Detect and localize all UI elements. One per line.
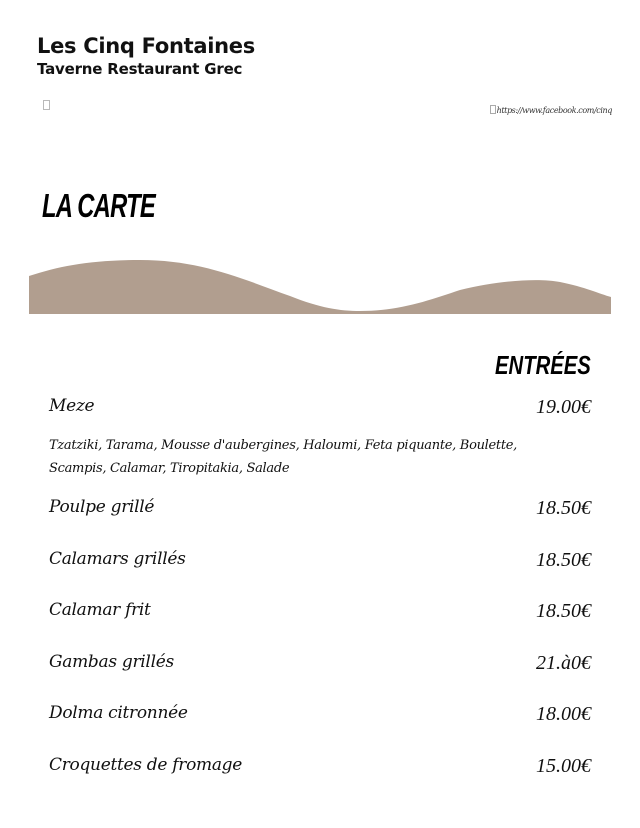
- menu-item: [49, 703, 591, 733]
- section-title-entrees: ENTRÉES: [495, 350, 591, 380]
- menu-item-name: Meze: [49, 396, 95, 416]
- menu-item: [49, 652, 591, 682]
- restaurant-subtitle: Taverne Restaurant Grec: [37, 60, 243, 78]
- restaurant-name: Les Cinq Fontaines: [37, 34, 255, 58]
- menu-item-price: 21.à0€: [536, 652, 591, 674]
- menu-item-name: Calamar frit: [49, 600, 151, 620]
- wave-shape: [29, 260, 611, 314]
- menu-item-price: 18.50€: [536, 600, 591, 622]
- facebook-link-text: https://www.facebook.com/cinq: [496, 106, 612, 115]
- menu-item-name: Croquettes de fromage: [49, 755, 243, 775]
- menu-item: [49, 497, 591, 527]
- menu-item-name: Dolma citronnée: [49, 703, 188, 723]
- menu-item: [49, 600, 591, 630]
- missing-image-icon: [43, 100, 50, 110]
- facebook-link[interactable]: [490, 105, 612, 115]
- link-icon: [490, 105, 496, 114]
- page-title: LA CARTE: [42, 187, 156, 224]
- menu-item: [49, 549, 591, 579]
- menu-item-price: 18.50€: [536, 549, 591, 571]
- menu-item: [49, 396, 591, 426]
- menu-item-name: Gambas grillés: [49, 652, 174, 672]
- menu-item-price: 18.50€: [536, 497, 591, 519]
- menu-item-price: 18.00€: [536, 703, 591, 725]
- menu-item-name: Calamars grillés: [49, 549, 186, 569]
- menu-item: [49, 755, 591, 785]
- decorative-wave: [0, 240, 640, 320]
- menu-item-name: Poulpe grillé: [49, 497, 155, 517]
- menu-item-description: Tzatziki, Tarama, Mousse d'aubergines, Haloumi, Feta piquante, Boulette, Scampis, Calamar, Tiropitakia, Salade: [49, 438, 517, 476]
- menu-item-price: 15.00€: [536, 755, 591, 777]
- menu-item-price: 19.00€: [536, 396, 591, 418]
